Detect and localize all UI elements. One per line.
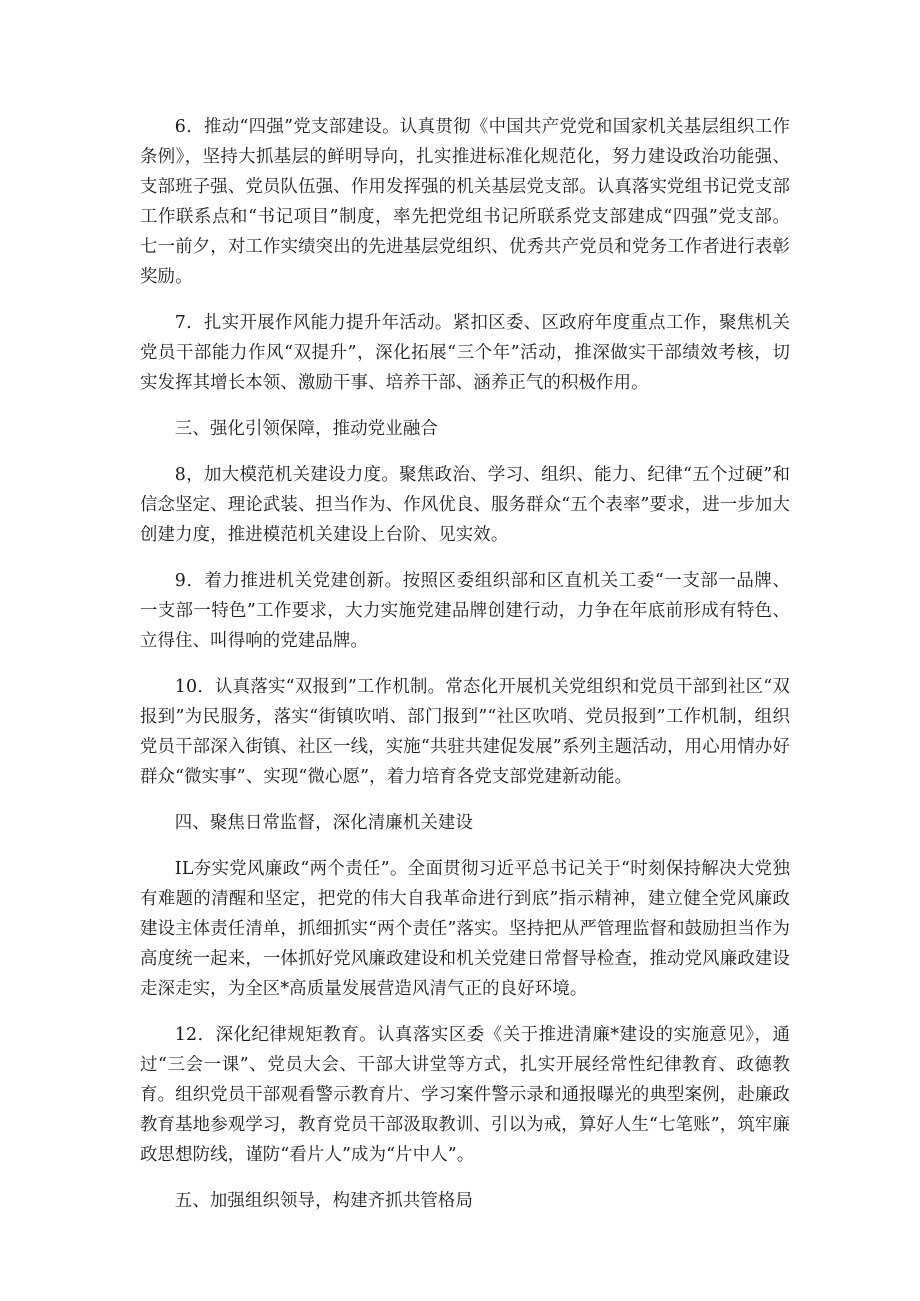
paragraph-item-7: 7．扎实开展作风能力提升年活动。紧扣区委、区政府年度重点工作，聚焦机关党员干部能力作风“双提升”，深化拓展“三个年”活动，推深做实干部绩效考核，切实发挥其增长本领、激励干事、培养干部、涵养正气的积极作用。 <box>140 313 790 393</box>
paragraph-item-8: 8，加大模范机关建设力度。聚焦政治、学习、组织、能力、纪律“五个过硬”和信念坚定、理论武装、担当作为、作风优良、服务群众“五个表率”要求，进一步加大创建力度，推进模范机关建设上台阶、见实效。 <box>140 465 790 545</box>
paragraph-item-6: 6．推动“四强”党支部建设。认真贯彻《中国共产党党和国家机关基层组织工作条例》，坚持大抓基层的鲜明导向，扎实推进标准化规范化，努力建设政治功能强、支部班子强、党员队伍强、作用发挥强的机关基层党支部。认真落实党组书记党支部工作联系点和“书记项目”制度，率先把党组书记所联系党支部建成“四强”党支部。七一前夕，对工作实绩突出的先进基层党组织、优秀共产党员和党务工作者进行表彰奖励。 <box>140 117 790 287</box>
paragraph-item-10: 10．认真落实“双报到”工作机制。常态化开展机关党组织和党员干部到社区“双报到”为民服务，落实“街镇吹哨、部门报到”“社区吹哨、党员报到”工作机制，组织党员干部深入街镇、社区一线，实施“共驻共建促发展”系列主题活动，用心用情办好群众“微实事”、实现“微心愿”，着力培育各党支部党建新动能。 <box>140 677 790 787</box>
document-body <box>140 112 790 1232</box>
paragraph-item-12: 12．深化纪律规矩教育。认真落实区委《关于推进清廉*建设的实施意见》，通过“三会一课”、党员大会、干部大讲堂等方式，扎实开展经常性纪律教育、政德教育。组织党员干部观看警示教育片、学习案件警示录和通报曝光的典型案例，赴廉政教育基地参观学习，教育党员干部汲取教训、引以为戒，算好人生“七笔账”，筑牢廉政思想防线，谨防“看片人”成为“片中人”。 <box>140 1025 790 1165</box>
section-heading-5: 五、加强组织领导，构建齐抓共管格局 <box>174 1191 473 1211</box>
paragraph-item-11: IL夯实党风廉政“两个责任”。全面贯彻习近平总书记关于“时刻保持解决大党独有难题的清醒和坚定，把党的伟大自我革命进行到底”指示精神，建立健全党风廉政建设主体责任清单，抓细抓实“两个责任”落实。坚持把从严管理监督和鼓励担当作为高度统一起来，一体抓好党风廉政建设和机关党建日常督导检查，推动党风廉政建设走深走实，为全区*高质量发展营造风清气正的良好环境。 <box>140 859 790 999</box>
paragraph-item-9: 9．着力推进机关党建创新。按照区委组织部和区直机关工委“一支部一品牌、一支部一特色”工作要求，大力实施党建品牌创建行动，力争在年底前形成有特色、立得住、叫得响的党建品牌。 <box>140 571 790 651</box>
section-heading-3: 三、强化引领保障，推动党业融合 <box>174 419 438 439</box>
section-heading-4: 四、聚焦日常监督，深化清廉机关建设 <box>174 813 473 833</box>
